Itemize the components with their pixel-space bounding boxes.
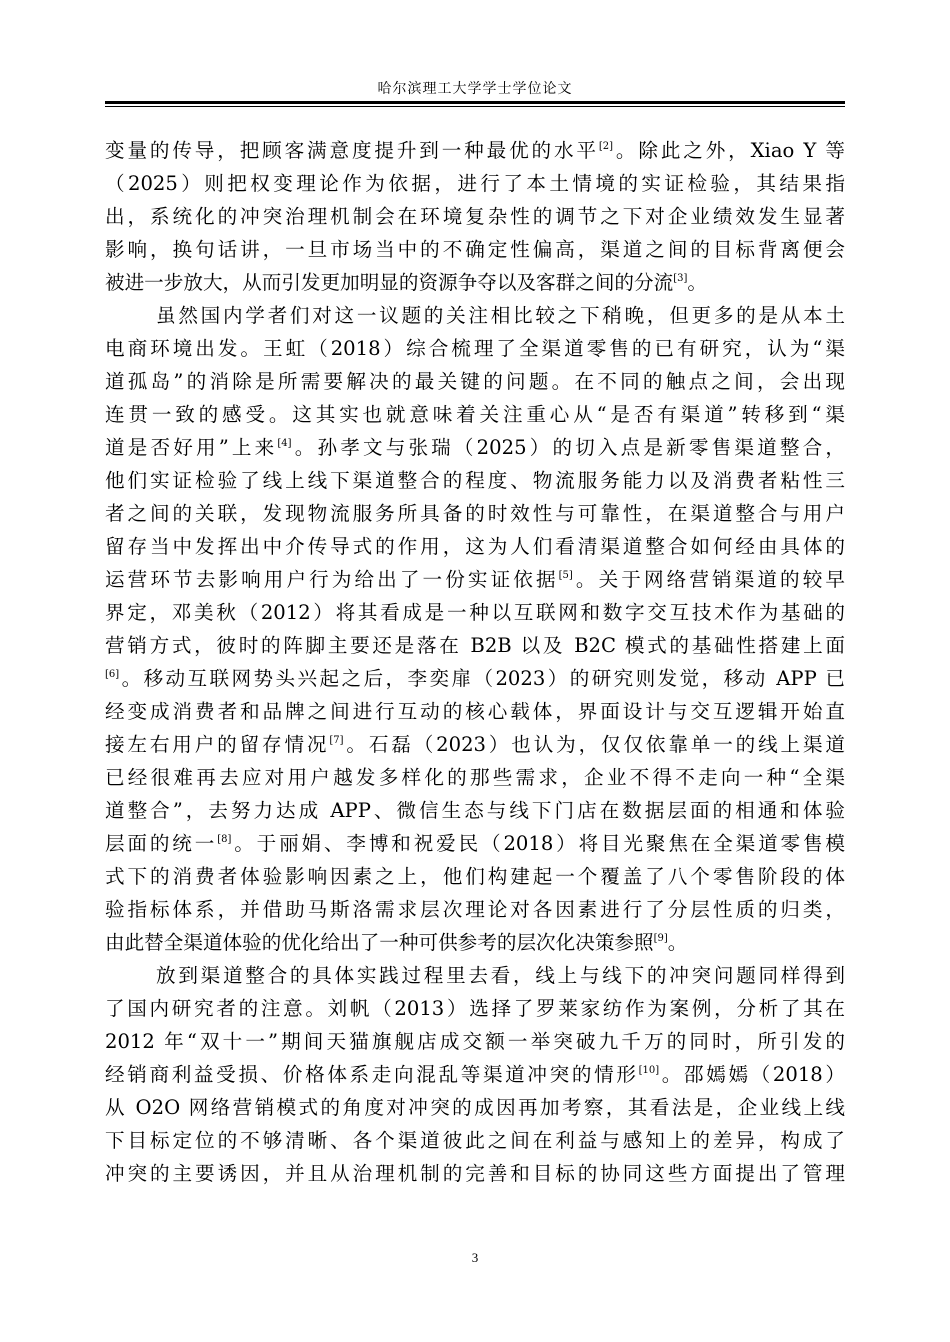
text-line — [105, 893, 845, 926]
text-run: 式下的消费者体验影响因素之上，他们构建起一个覆盖了八个零售阶段的体 — [105, 865, 845, 888]
text-run: 留存当中发挥出中介传导式的作用，这为人们看清渠道整合如何经由具体的 — [105, 535, 845, 558]
text-line — [105, 728, 845, 761]
text-run: 。于丽娟、李博和祝爱民（2018）将目光聚焦在全渠道零售模 — [231, 832, 845, 855]
text-run: 从 O2O 网络营销模式的角度对冲突的成因再加考察，其看法是，企业线上线 — [105, 1096, 845, 1119]
text-line — [105, 695, 845, 728]
text-run: 2012 年“双十一”期间天猫旗舰店成交额一举突破九千万的同时，所引发的 — [105, 1030, 845, 1053]
text-line — [105, 1157, 845, 1190]
text-run: 。石磊（2023）也认为，仅仅依靠单一的线上渠道 — [343, 733, 845, 756]
text-run: 被进一步放大，从而引发更加明显的资源争夺以及客群之间的分流 — [105, 271, 674, 294]
text-line — [105, 926, 845, 959]
text-run: 冲突的主要诱因，并且从治理机制的完善和目标的协同这些方面提出了管理 — [105, 1162, 845, 1185]
text-run: 运营环节去影响用户行为给出了一份实证依据 — [105, 568, 559, 591]
text-line — [105, 992, 845, 1025]
text-run: 了国内研究者的注意。刘帆（2013）选择了罗莱家纺作为案例，分析了其在 — [105, 997, 845, 1020]
citation-ref: [5] — [558, 570, 573, 581]
text-run: 电商环境出发。王虹（2018）综合梳理了全渠道零售的已有研究，认为“渠 — [105, 337, 845, 360]
text-line — [105, 959, 845, 992]
text-line — [105, 1058, 845, 1091]
text-line — [105, 530, 845, 563]
text-run: 经销商利益受损、价格体系走向混乱等渠道冲突的情形 — [105, 1063, 639, 1086]
page-number: 3 — [471, 1250, 479, 1265]
text-line — [105, 497, 845, 530]
text-line — [105, 398, 845, 431]
text-run: 连贯一致的感受。这其实也就意味着关注重心从“是否有渠道”转移到“渠 — [105, 403, 845, 426]
running-header: 哈尔滨理工大学学士学位论文 — [377, 81, 573, 97]
citation-ref: [3] — [673, 273, 688, 284]
body-text — [105, 134, 845, 1190]
text-run: 。移动互联网势头兴起之后，李奕扉（2023）的研究则发觉，移动 APP 已 — [119, 667, 845, 690]
text-run: 层面的统一 — [105, 832, 218, 855]
citation-ref: [6] — [105, 669, 120, 680]
text-line — [105, 167, 845, 200]
citation-ref: [8] — [217, 834, 232, 845]
text-line — [105, 761, 845, 794]
text-run: 虽然国内学者们对这一议题的关注相比较之下稍晚，但更多的是从本土 — [156, 304, 845, 327]
text-line — [105, 299, 845, 332]
text-run: 道孤岛”的消除是所需要解决的最关键的问题。在不同的触点之间，会出现 — [105, 370, 845, 393]
text-run: 影响，换句话讲，一旦市场当中的不确定性偏高，渠道之间的目标背离便会 — [105, 238, 845, 261]
citation-ref: [10] — [638, 1065, 660, 1076]
text-run: 由此替全渠道体验的优化给出了一种可供参考的层次化决策参照 — [105, 931, 654, 954]
citation-ref: [7] — [329, 735, 344, 746]
text-line — [105, 200, 845, 233]
text-run: 出，系统化的冲突治理机制会在环境复杂性的调节之下对企业绩效发生显著 — [105, 205, 845, 228]
text-line — [105, 629, 845, 662]
text-run: 。关于网络营销渠道的较早 — [572, 568, 845, 591]
text-run: 他们实证检验了线上线下渠道整合的程度、物流服务能力以及消费者粘性三 — [105, 469, 845, 492]
text-run: 已经很难再去应对用户越发多样化的那些需求，企业不得不走向一种“全渠 — [105, 766, 845, 789]
text-run: 营销方式，彼时的阵脚主要还是落在 B2B 以及 B2C 模式的基础性搭建上面 — [105, 634, 845, 657]
citation-ref: [2] — [598, 141, 614, 152]
text-run: 。孙孝文与张瑞（2025）的切入点是新零售渠道整合， — [291, 436, 845, 459]
text-line — [105, 563, 845, 596]
text-line — [105, 332, 845, 365]
header-rule — [105, 101, 845, 104]
text-line — [105, 464, 845, 497]
text-line — [105, 1025, 845, 1058]
text-line — [105, 596, 845, 629]
text-run: 。邵嫣嫣（2018） — [659, 1063, 845, 1086]
text-run: 。 — [667, 931, 688, 954]
text-run: 接左右用户的留存情况 — [105, 733, 330, 756]
text-run: 道是否好用”上来 — [105, 436, 278, 459]
text-line — [105, 860, 845, 893]
citation-ref: [4] — [277, 438, 292, 449]
text-line — [105, 266, 845, 299]
text-run: 放到渠道整合的具体实践过程里去看，线上与线下的冲突问题同样得到 — [156, 964, 845, 987]
text-run: 经变成消费者和品牌之间进行互动的核心载体，界面设计与交互逻辑开始直 — [105, 700, 845, 723]
text-line — [105, 662, 845, 695]
text-run: 。除此之外，Xiao Y 等 — [613, 139, 845, 162]
citation-ref: [9] — [653, 933, 668, 944]
text-line — [105, 827, 845, 860]
text-run: 。 — [687, 271, 707, 294]
text-line — [105, 365, 845, 398]
text-run: 者之间的关联，发现物流服务所具备的时效性与可靠性，在渠道整合与用户 — [105, 502, 845, 525]
text-line — [105, 1124, 845, 1157]
text-run: 下目标定位的不够清晰、各个渠道彼此之间在利益与感知上的差异，构成了 — [105, 1129, 845, 1152]
text-line — [105, 431, 845, 464]
text-run: 道整合”，去努力达成 APP、微信生态与线下门店在数据层面的相通和体验 — [105, 799, 845, 822]
text-line — [105, 134, 845, 167]
text-line — [105, 1091, 845, 1124]
text-line — [105, 233, 845, 266]
text-run: 变量的传导，把顾客满意度提升到一种最优的水平 — [105, 139, 599, 162]
text-run: 界定，邓美秋（2012）将其看成是一种以互联网和数字交互技术作为基础的 — [105, 601, 845, 624]
header-rule-thin — [105, 106, 845, 107]
text-run: （2025）则把权变理论作为依据，进行了本土情境的实证检验，其结果指 — [105, 172, 845, 195]
text-run: 验指标体系，并借助马斯洛需求层次理论对各因素进行了分层性质的归类， — [105, 898, 845, 921]
text-line — [105, 794, 845, 827]
